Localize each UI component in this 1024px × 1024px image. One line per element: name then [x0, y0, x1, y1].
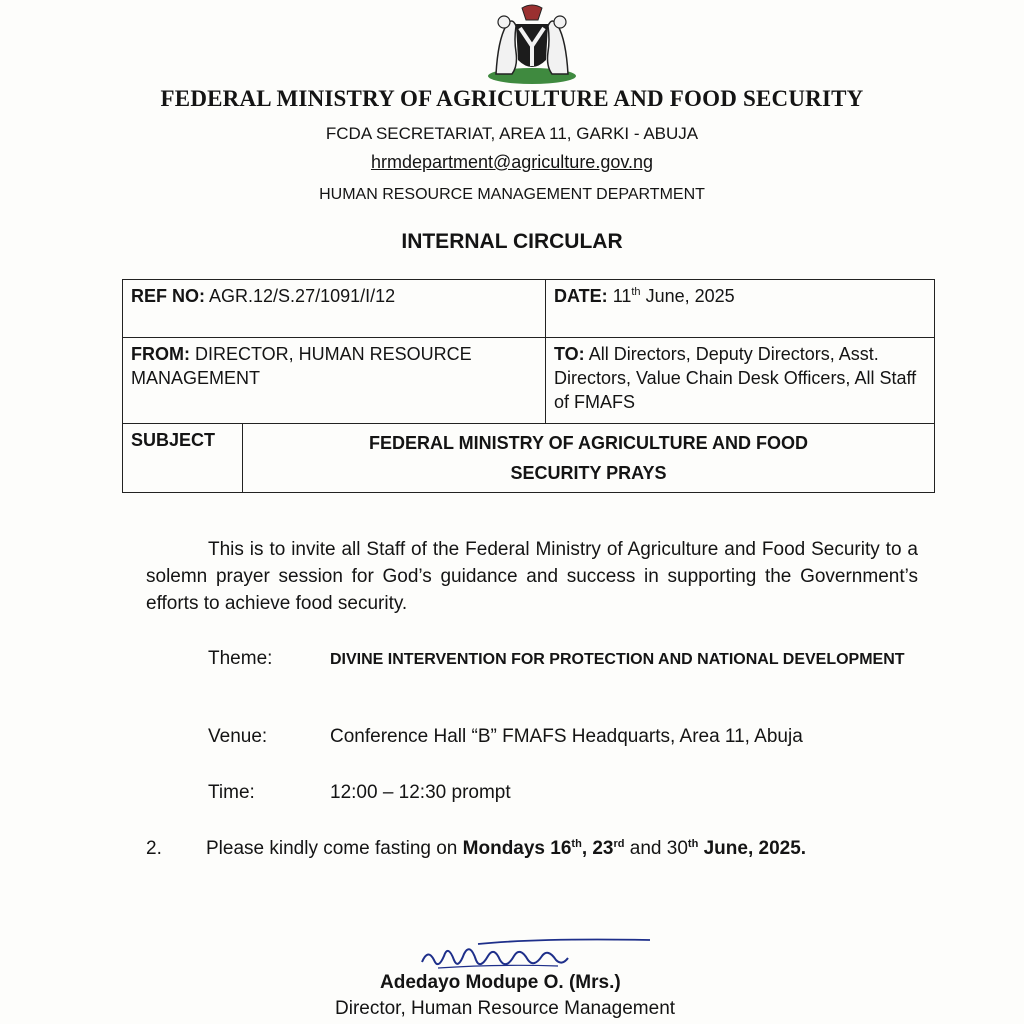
date-rest: June, 2025	[645, 286, 735, 306]
date-day: 11	[612, 286, 632, 306]
to-cell	[546, 338, 935, 424]
fasting-sup: th	[687, 838, 699, 850]
subject-line-1: FEDERAL MINISTRY OF AGRICULTURE AND FOOD	[369, 433, 808, 453]
venue-label: Venue:	[208, 726, 268, 747]
fasting-paragraph	[146, 834, 926, 864]
circular-meta-table	[122, 279, 935, 493]
ref-cell	[123, 280, 546, 338]
from-cell	[123, 338, 546, 424]
time-value: 12:00 – 12:30 prompt	[330, 782, 511, 803]
paragraph-number: 2.	[146, 838, 162, 859]
fasting-text: Please kindly come fasting on	[206, 838, 458, 859]
theme-label: Theme:	[208, 648, 273, 669]
document-type: INTERNAL CIRCULAR	[401, 230, 623, 253]
ministry-address: FCDA SECRETARIAT, AREA 11, GARKI - ABUJA	[325, 124, 699, 143]
fasting-days: Mondays 16th, 23rd	[462, 838, 625, 859]
time-label: Time:	[208, 782, 255, 803]
ref-value: AGR.12/S.27/1091/I/12	[209, 286, 396, 306]
subject-label-cell	[123, 424, 243, 493]
from-value: DIRECTOR, HUMAN RESOURCE MANAGEMENT	[131, 344, 472, 388]
ministry-name: FEDERAL MINISTRY OF AGRICULTURE AND FOOD SECURITY	[160, 86, 864, 111]
invitation-paragraph: This is to invite all Staff of the Federal Ministry of Agriculture and Food Security to a solemn prayer session for God’s guidance and success in supporting the Government’s efforts to achieve food security.	[146, 539, 918, 614]
to-value: All Directors, Deputy Directors, Asst. Directors, Value Chain Desk Officers, All Staff of FMAFS	[554, 344, 917, 412]
ref-label: REF NO:	[131, 286, 205, 306]
venue-value: Conference Hall “B” FMAFS Headquarts, Area 11, Abuja	[330, 726, 803, 747]
subject-label: SUBJECT	[131, 430, 216, 450]
department-email[interactable]: hrmdepartment@agriculture.gov.ng	[370, 152, 654, 172]
signatory-title: Director, Human Resource Management	[335, 998, 676, 1019]
from-label: FROM:	[131, 344, 190, 364]
fasting-end: June, 2025.	[703, 838, 807, 859]
date-suffix: th	[631, 286, 641, 298]
department-name: HUMAN RESOURCE MANAGEMENT DEPARTMENT	[319, 186, 705, 203]
theme-value: DIVINE INTERVENTION FOR PROTECTION AND NATIONAL DEVELOPMENT	[330, 651, 905, 668]
date-label: DATE:	[554, 286, 608, 306]
signatory-name: Adedayo Modupe O. (Mrs.)	[380, 972, 621, 993]
fasting-and: and 30	[629, 838, 688, 859]
subject-cell	[243, 424, 935, 493]
to-label: TO:	[554, 344, 585, 364]
date-cell	[546, 280, 935, 338]
subject-line-2: SECURITY PRAYS	[510, 463, 667, 483]
coat-of-arms-icon	[472, 0, 592, 86]
